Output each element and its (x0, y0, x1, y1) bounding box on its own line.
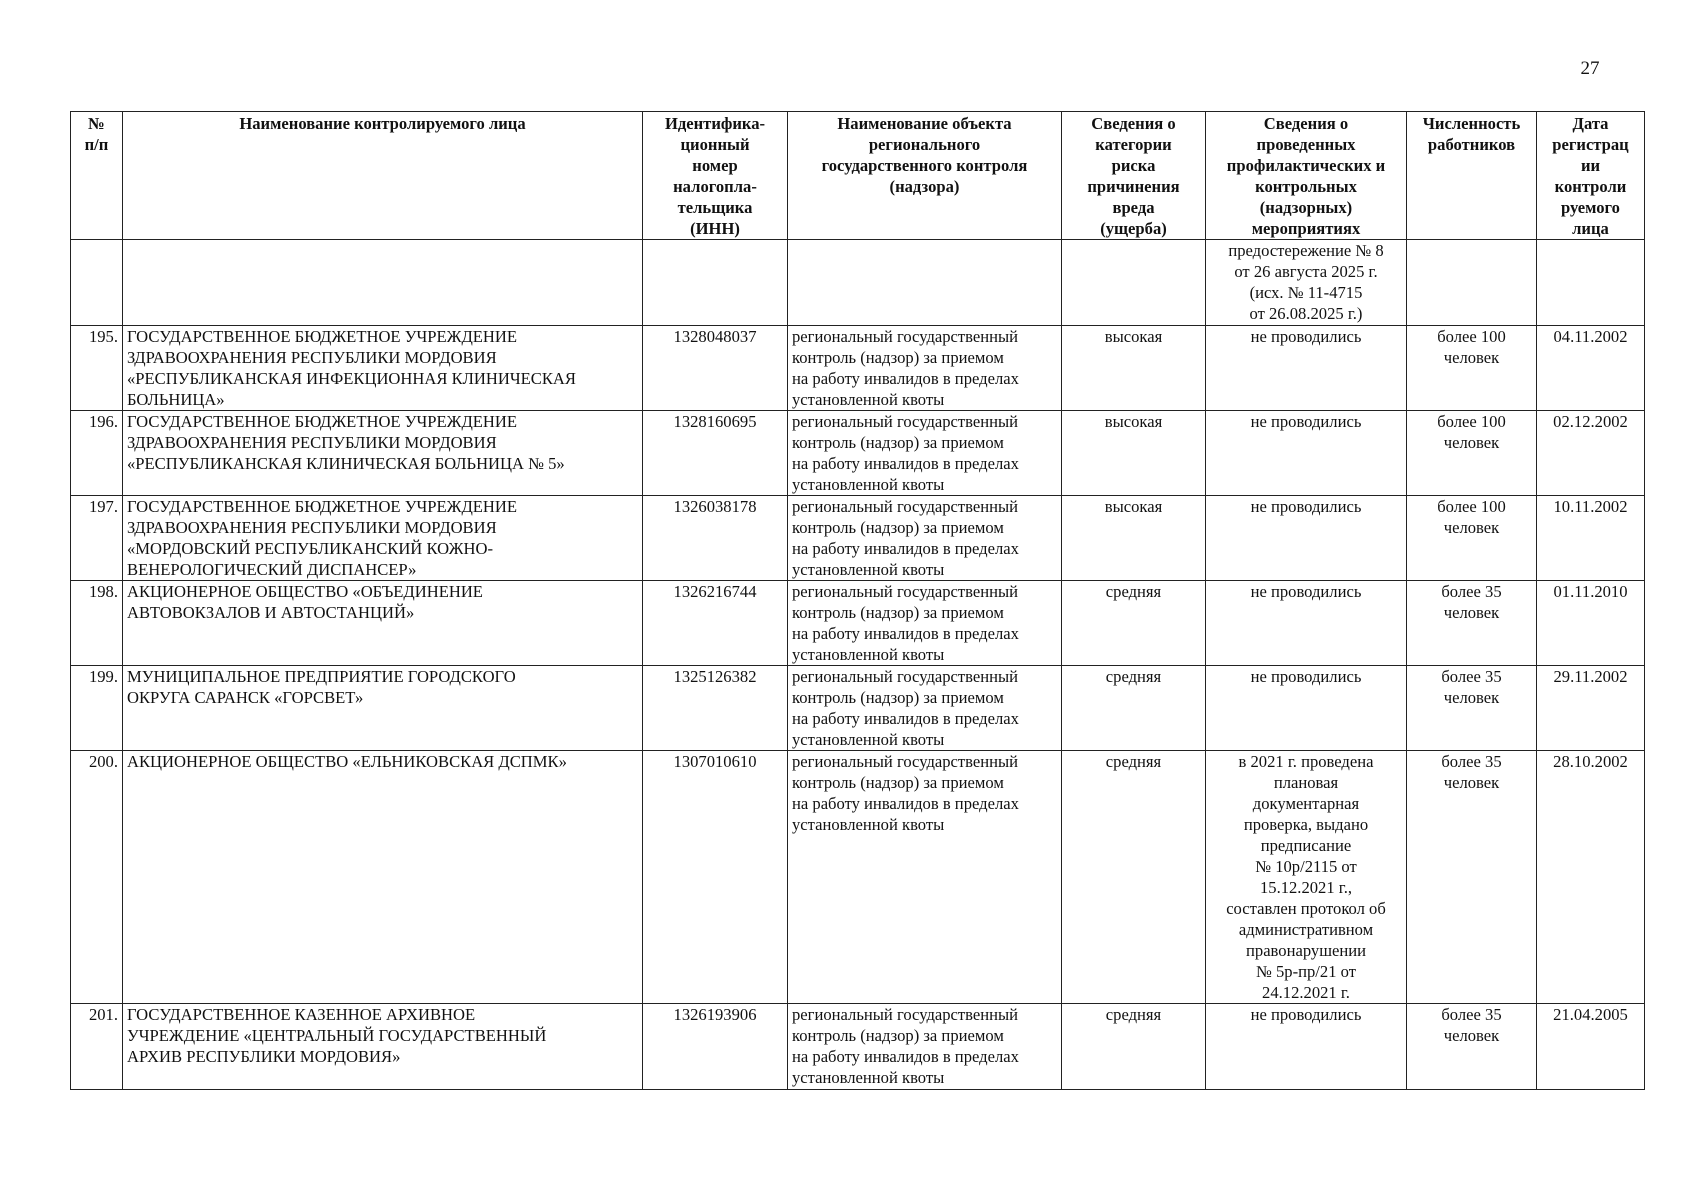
header-staff: Численность работников (1407, 112, 1537, 240)
cell-staff: более 35 человек (1407, 666, 1537, 751)
cell-events: предостережение № 8 от 26 августа 2025 г. (исх. № 11-4715 от 26.08.2025 г.) (1206, 240, 1407, 326)
cell-staff: более 35 человек (1407, 581, 1537, 666)
cell-inn: 1326193906 (643, 1004, 788, 1090)
cell-events: не проводились (1206, 326, 1407, 411)
cell-staff: более 100 человек (1407, 326, 1537, 411)
cell-object: региональный государственный контроль (надзор) за приемом на работу инвалидов в пределах установленной квоты (788, 1004, 1062, 1090)
cell-object: региональный государственный контроль (надзор) за приемом на работу инвалидов в пределах установленной квоты (788, 326, 1062, 411)
cell-events: не проводились (1206, 411, 1407, 496)
cell-num: 195. (71, 326, 123, 411)
header-inn: Идентифика- ционный номер налогопла- тельщика (ИНН) (643, 112, 788, 240)
cell-object: региональный государственный контроль (надзор) за приемом на работу инвалидов в пределах установленной квоты (788, 581, 1062, 666)
cell-name: ГОСУДАРСТВЕННОЕ БЮДЖЕТНОЕ УЧРЕЖДЕНИЕ ЗДРАВООХРАНЕНИЯ РЕСПУБЛИКИ МОРДОВИЯ «РЕСПУБЛИКАНСКАЯ ИНФЕКЦИОННАЯ КЛИНИЧЕСКАЯ БОЛЬНИЦА» (123, 326, 643, 411)
cell-num: 200. (71, 751, 123, 1004)
cell-events: не проводились (1206, 666, 1407, 751)
cell-events: не проводились (1206, 496, 1407, 581)
cell-num: 199. (71, 666, 123, 751)
cell-num: 196. (71, 411, 123, 496)
cell-date: 02.12.2002 (1537, 411, 1645, 496)
header-date: Дата регистрац ии контроли руемого лица (1537, 112, 1645, 240)
cell-risk: средняя (1062, 1004, 1206, 1090)
cell-risk: высокая (1062, 496, 1206, 581)
cell-name: АКЦИОНЕРНОЕ ОБЩЕСТВО «ЕЛЬНИКОВСКАЯ ДСПМК» (123, 751, 643, 1004)
header-num: № п/п (71, 112, 123, 240)
cell-risk: средняя (1062, 751, 1206, 1004)
cell-name: ГОСУДАРСТВЕННОЕ БЮДЖЕТНОЕ УЧРЕЖДЕНИЕ ЗДРАВООХРАНЕНИЯ РЕСПУБЛИКИ МОРДОВИЯ «МОРДОВСКИЙ РЕСПУБЛИКАНСКИЙ КОЖНО- ВЕНЕРОЛОГИЧЕСКИЙ ДИСПАНСЕР» (123, 496, 643, 581)
table-row-continuation (71, 240, 1645, 326)
cell-staff: более 100 человек (1407, 496, 1537, 581)
registry-table (70, 111, 1645, 1090)
cell-events: в 2021 г. проведена плановая документарная проверка, выдано предписание № 10р/2115 от 15.12.2021 г., составлен протокол об административном правонарушении № 5р-пр/21 от 24.12.2021 г. (1206, 751, 1407, 1004)
cell-events: не проводились (1206, 1004, 1407, 1090)
cell-date: 28.10.2002 (1537, 751, 1645, 1004)
cell-events: не проводились (1206, 581, 1407, 666)
cell-inn: 1325126382 (643, 666, 788, 751)
cell-inn: 1326038178 (643, 496, 788, 581)
cell-inn: 1326216744 (643, 581, 788, 666)
cell-object: региональный государственный контроль (надзор) за приемом на работу инвалидов в пределах установленной квоты (788, 496, 1062, 581)
table-header-row (71, 112, 1645, 240)
cell-name: ГОСУДАРСТВЕННОЕ БЮДЖЕТНОЕ УЧРЕЖДЕНИЕ ЗДРАВООХРАНЕНИЯ РЕСПУБЛИКИ МОРДОВИЯ «РЕСПУБЛИКАНСКАЯ КЛИНИЧЕСКАЯ БОЛЬНИЦА № 5» (123, 411, 643, 496)
cell-risk: высокая (1062, 326, 1206, 411)
cell-risk: высокая (1062, 411, 1206, 496)
cell-risk: средняя (1062, 666, 1206, 751)
cell-inn: 1328160695 (643, 411, 788, 496)
cell-num: 197. (71, 496, 123, 581)
table-row (71, 751, 1645, 1004)
table-row (71, 411, 1645, 496)
cell-inn: 1328048037 (643, 326, 788, 411)
table-row (71, 496, 1645, 581)
page-number: 27 (1580, 58, 1600, 79)
header-events: Сведения о проведенных профилактических и контрольных (надзорных) мероприятиях (1206, 112, 1407, 240)
cell-staff: более 35 человек (1407, 751, 1537, 1004)
header-risk: Сведения о категории риска причинения вреда (ущерба) (1062, 112, 1206, 240)
table-row (71, 581, 1645, 666)
header-object: Наименование объекта регионального государственного контроля (надзора) (788, 112, 1062, 240)
table-row (71, 1004, 1645, 1090)
cell-staff: более 100 человек (1407, 411, 1537, 496)
cell-object: региональный государственный контроль (надзор) за приемом на работу инвалидов в пределах установленной квоты (788, 751, 1062, 1004)
cell-date: 01.11.2010 (1537, 581, 1645, 666)
table-row (71, 326, 1645, 411)
cell-name: АКЦИОНЕРНОЕ ОБЩЕСТВО «ОБЪЕДИНЕНИЕ АВТОВОКЗАЛОВ И АВТОСТАНЦИЙ» (123, 581, 643, 666)
cell-object: региональный государственный контроль (надзор) за приемом на работу инвалидов в пределах установленной квоты (788, 666, 1062, 751)
cell-date: 10.11.2002 (1537, 496, 1645, 581)
cell-object: региональный государственный контроль (надзор) за приемом на работу инвалидов в пределах установленной квоты (788, 411, 1062, 496)
cell-num: 198. (71, 581, 123, 666)
cell-date: 04.11.2002 (1537, 326, 1645, 411)
cell-risk: средняя (1062, 581, 1206, 666)
cell-staff: более 35 человек (1407, 1004, 1537, 1090)
cell-num: 201. (71, 1004, 123, 1090)
table-row (71, 666, 1645, 751)
cell-name: МУНИЦИПАЛЬНОЕ ПРЕДПРИЯТИЕ ГОРОДСКОГО ОКРУГА САРАНСК «ГОРСВЕТ» (123, 666, 643, 751)
cell-name: ГОСУДАРСТВЕННОЕ КАЗЕННОЕ АРХИВНОЕ УЧРЕЖДЕНИЕ «ЦЕНТРАЛЬНЫЙ ГОСУДАРСТВЕННЫЙ АРХИВ РЕСПУБЛИКИ МОРДОВИЯ» (123, 1004, 643, 1090)
header-name: Наименование контролируемого лица (123, 112, 643, 240)
cell-date: 29.11.2002 (1537, 666, 1645, 751)
cell-date: 21.04.2005 (1537, 1004, 1645, 1090)
cell-inn: 1307010610 (643, 751, 788, 1004)
